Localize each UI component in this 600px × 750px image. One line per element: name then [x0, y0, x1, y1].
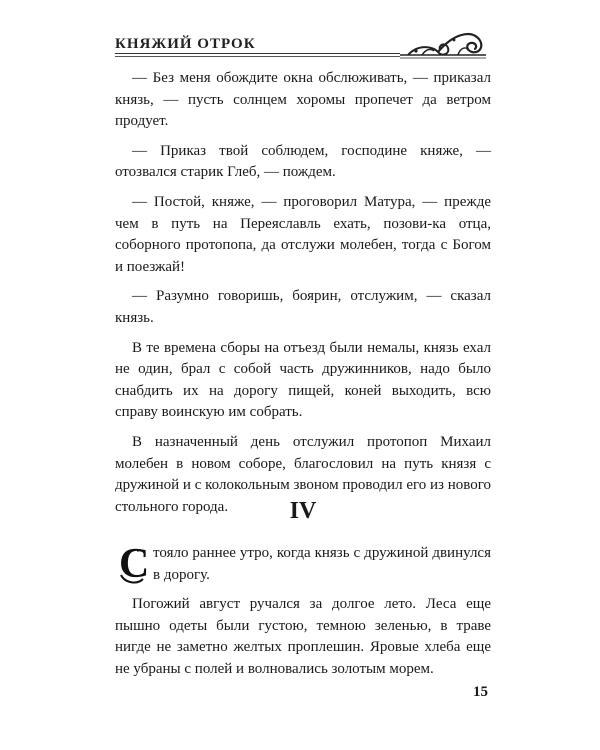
scroll-ornament-icon [398, 24, 488, 64]
paragraph: — Разумно говоришь, боярин, отслужим, — сказал князь. [115, 288, 491, 326]
body-text [115, 68, 491, 518]
chapter-heading: IV [289, 498, 317, 524]
drop-cap-letter: С [119, 541, 150, 587]
paragraph: — Без меня обождите окна обслюживать, — приказал князь, — пусть солнцем хоромы пропечет да ветром продует. [115, 70, 491, 130]
paragraph: — Приказ твой соблюдем, господине княже, — отозвался старик Глеб, — пождем. [115, 142, 491, 181]
chapter-body-text [115, 543, 491, 689]
paragraph: — Постой, княже, — проговорил Матура, — прежде чем в путь на Переяславль ехать, позови-ка отца, соборного протопопа, да отслужи молебен, тогда с Богом и поезжай! [115, 193, 491, 275]
header-rule [115, 53, 400, 54]
first-paragraph [115, 543, 491, 586]
book-title: КНЯЖИЙ ОТРОК [115, 36, 256, 52]
first-paragraph-text: тояло раннее утро, когда князь с дружиной двинулся в дорогу. [153, 545, 491, 583]
paragraph: В те времена сборы на отъезд были немалы, князь ехал не один, брал с собой часть дружинников, надо было снабдить их на дорогу пищей, коней выходить, всю справу воинскую им собрать. [115, 339, 491, 421]
paragraph: Погожий август ручался за долгое лето. Леса еще пышно одеты были густою, темною зеленью, в траве нигде не заметно желтых проплешин. Яровые хлеба еще не убраны с полей и волновались золотым морем. [115, 596, 491, 677]
header-rule-thin [115, 56, 400, 57]
paragraph: В назначенный день отслужил протопоп Михаил молебен в новом соборе, благословил на путь князя с дружиной и с колокольным звоном проводил его из нового стольного города. [115, 433, 491, 515]
drop-cap [115, 541, 150, 587]
page-number: 15 [473, 684, 488, 700]
